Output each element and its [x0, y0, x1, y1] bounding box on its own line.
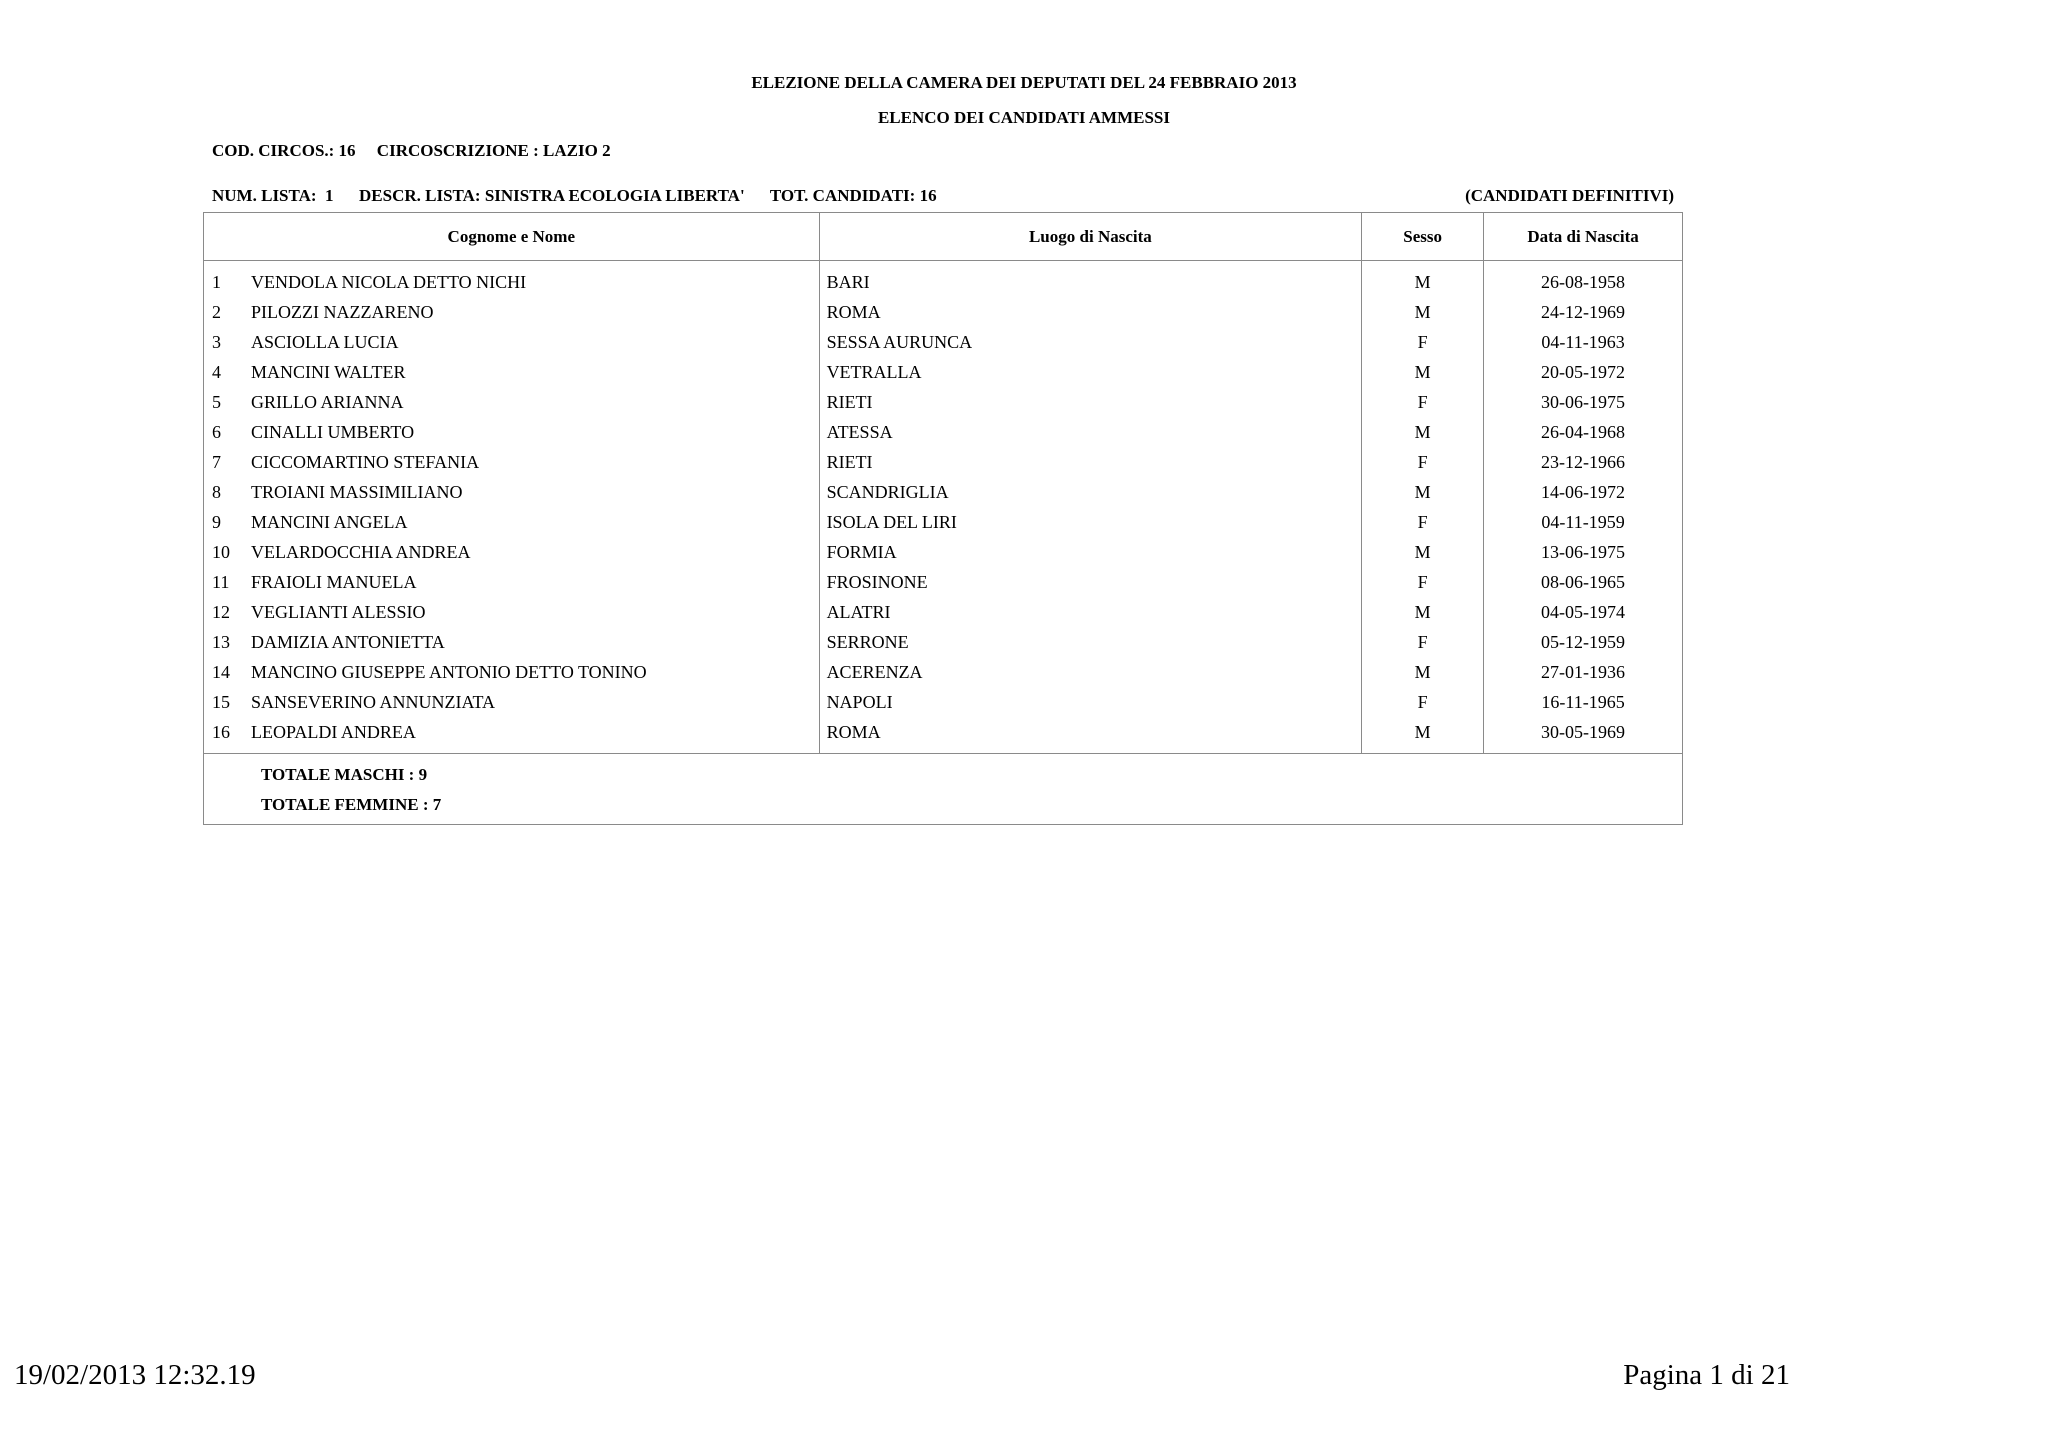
cell-sesso: M: [1362, 537, 1484, 567]
cell-luogo: ROMA: [819, 717, 1362, 754]
row-number: 5: [212, 391, 221, 412]
row-number: 16: [212, 721, 230, 742]
cell-nome: [204, 597, 820, 627]
table-row: [204, 627, 1683, 657]
candidate-name: ASCIOLLA LUCIA: [251, 331, 399, 352]
cell-nome: [204, 507, 820, 537]
table-row: [204, 717, 1683, 754]
cell-data: 13-06-1975: [1484, 537, 1683, 567]
cell-sesso: F: [1362, 507, 1484, 537]
row-number: 3: [212, 331, 221, 352]
cell-data: 04-05-1974: [1484, 597, 1683, 627]
table-row: [204, 687, 1683, 717]
cell-sesso: F: [1362, 387, 1484, 417]
candidate-name: DAMIZIA ANTONIETTA: [251, 631, 445, 652]
table-row: [204, 567, 1683, 597]
candidate-name: VENDOLA NICOLA DETTO NICHI: [251, 271, 527, 292]
candidate-name: CINALLI UMBERTO: [251, 421, 415, 442]
row-number: 10: [212, 541, 230, 562]
candidates-table: [203, 212, 1683, 825]
row-number: 9: [212, 511, 221, 532]
cell-luogo: SCANDRIGLIA: [819, 477, 1362, 507]
column-header-luogo: Luogo di Nascita: [819, 213, 1362, 261]
table-row: [204, 387, 1683, 417]
cell-nome: [204, 537, 820, 567]
row-number: 13: [212, 631, 230, 652]
row-number: 1: [212, 271, 221, 292]
cell-data: 20-05-1972: [1484, 357, 1683, 387]
cell-nome: [204, 717, 820, 754]
column-header-sesso: Sesso: [1362, 213, 1484, 261]
candidate-name: SANSEVERINO ANNUNZIATA: [251, 691, 496, 712]
cell-nome: [204, 477, 820, 507]
cell-luogo: VETRALLA: [819, 357, 1362, 387]
cell-luogo: BARI: [819, 261, 1362, 298]
cell-nome: [204, 687, 820, 717]
cell-data: 30-05-1969: [1484, 717, 1683, 754]
table-row: [204, 537, 1683, 567]
candidate-name: PILOZZI NAZZARENO: [251, 301, 434, 322]
cell-sesso: F: [1362, 627, 1484, 657]
cell-luogo: ATESSA: [819, 417, 1362, 447]
cell-sesso: M: [1362, 597, 1484, 627]
cell-data: 23-12-1966: [1484, 447, 1683, 477]
cell-sesso: M: [1362, 297, 1484, 327]
row-number: 7: [212, 451, 221, 472]
cell-sesso: F: [1362, 567, 1484, 597]
row-number: 2: [212, 301, 221, 322]
cell-luogo: RIETI: [819, 387, 1362, 417]
cell-luogo: ISOLA DEL LIRI: [819, 507, 1362, 537]
cell-data: 27-01-1936: [1484, 657, 1683, 687]
cell-sesso: M: [1362, 417, 1484, 447]
table-header-row: [204, 213, 1683, 261]
candidate-name: CICCOMARTINO STEFANIA: [251, 451, 480, 472]
table-row: [204, 507, 1683, 537]
table-row: [204, 261, 1683, 298]
table-row: [204, 597, 1683, 627]
page-number: Pagina 1 di 21: [1623, 1359, 1790, 1391]
row-number: 14: [212, 661, 230, 682]
table-row: [204, 327, 1683, 357]
candidate-name: MANCINO GIUSEPPE ANTONIO DETTO TONINO: [251, 661, 647, 682]
cell-nome: [204, 297, 820, 327]
cell-luogo: FROSINONE: [819, 567, 1362, 597]
candidate-name: VEGLIANTI ALESSIO: [251, 601, 426, 622]
cell-data: 24-12-1969: [1484, 297, 1683, 327]
cell-data: 05-12-1959: [1484, 627, 1683, 657]
table-row: [204, 657, 1683, 687]
row-number: 4: [212, 361, 221, 382]
cell-nome: [204, 627, 820, 657]
lista-line: NUM. LISTA: 1 DESCR. LISTA: SINISTRA ECOLOGIA LIBERTA' TOT. CANDIDATI: 16: [212, 186, 937, 205]
cell-sesso: M: [1362, 261, 1484, 298]
cell-data: 14-06-1972: [1484, 477, 1683, 507]
print-timestamp: 19/02/2013 12:32.19: [14, 1359, 256, 1391]
candidate-name: TROIANI MASSIMILIANO: [251, 481, 463, 502]
cell-data: 30-06-1975: [1484, 387, 1683, 417]
cell-nome: [204, 417, 820, 447]
cell-luogo: ROMA: [819, 297, 1362, 327]
cell-nome: [204, 357, 820, 387]
cell-luogo: SESSA AURUNCA: [819, 327, 1362, 357]
row-number: 8: [212, 481, 221, 502]
cell-sesso: F: [1362, 327, 1484, 357]
row-number: 15: [212, 691, 230, 712]
cell-nome: [204, 447, 820, 477]
candidate-name: FRAIOLI MANUELA: [251, 571, 417, 592]
totale-femmine: TOTALE FEMMINE : 7: [261, 795, 442, 814]
cell-sesso: M: [1362, 657, 1484, 687]
candidate-name: LEOPALDI ANDREA: [251, 721, 416, 742]
cell-data: 26-04-1968: [1484, 417, 1683, 447]
cell-nome: [204, 261, 820, 298]
table-row: [204, 477, 1683, 507]
row-number: 6: [212, 421, 221, 442]
table-row: [204, 417, 1683, 447]
candidate-name: MANCINI WALTER: [251, 361, 406, 382]
cell-data: 04-11-1963: [1484, 327, 1683, 357]
table-row: [204, 357, 1683, 387]
table-body: [204, 261, 1683, 754]
cell-luogo: FORMIA: [819, 537, 1362, 567]
table-row: [204, 297, 1683, 327]
column-header-nome: Cognome e Nome: [204, 213, 820, 261]
circoscrizione-line: COD. CIRCOS.: 16 CIRCOSCRIZIONE : LAZIO 2: [212, 141, 611, 160]
table-row: [204, 447, 1683, 477]
cell-data: 04-11-1959: [1484, 507, 1683, 537]
cell-luogo: SERRONE: [819, 627, 1362, 657]
cell-data: 08-06-1965: [1484, 567, 1683, 597]
cell-nome: [204, 327, 820, 357]
cell-sesso: M: [1362, 357, 1484, 387]
candidate-name: VELARDOCCHIA ANDREA: [251, 541, 471, 562]
cell-luogo: NAPOLI: [819, 687, 1362, 717]
cell-nome: [204, 567, 820, 597]
document-title: ELEZIONE DELLA CAMERA DEI DEPUTATI DEL 24 FEBBRAIO 2013: [751, 73, 1297, 92]
totale-maschi: TOTALE MASCHI : 9: [261, 765, 428, 784]
cell-nome: [204, 657, 820, 687]
cell-data: 26-08-1958: [1484, 261, 1683, 298]
cell-sesso: M: [1362, 477, 1484, 507]
cell-sesso: F: [1362, 687, 1484, 717]
cell-nome: [204, 387, 820, 417]
status-label: (CANDIDATI DEFINITIVI): [1465, 186, 1674, 205]
cell-sesso: M: [1362, 717, 1484, 754]
cell-luogo: ACERENZA: [819, 657, 1362, 687]
candidate-name: MANCINI ANGELA: [251, 511, 408, 532]
cell-luogo: RIETI: [819, 447, 1362, 477]
column-header-data: Data di Nascita: [1484, 213, 1683, 261]
totals-cell: [204, 754, 1683, 825]
cell-sesso: F: [1362, 447, 1484, 477]
document-subtitle: ELENCO DEI CANDIDATI AMMESSI: [877, 108, 1171, 127]
totals-row: [204, 754, 1683, 825]
row-number: 11: [212, 571, 230, 592]
row-number: 12: [212, 601, 230, 622]
cell-luogo: ALATRI: [819, 597, 1362, 627]
cell-data: 16-11-1965: [1484, 687, 1683, 717]
candidate-name: GRILLO ARIANNA: [251, 391, 404, 412]
